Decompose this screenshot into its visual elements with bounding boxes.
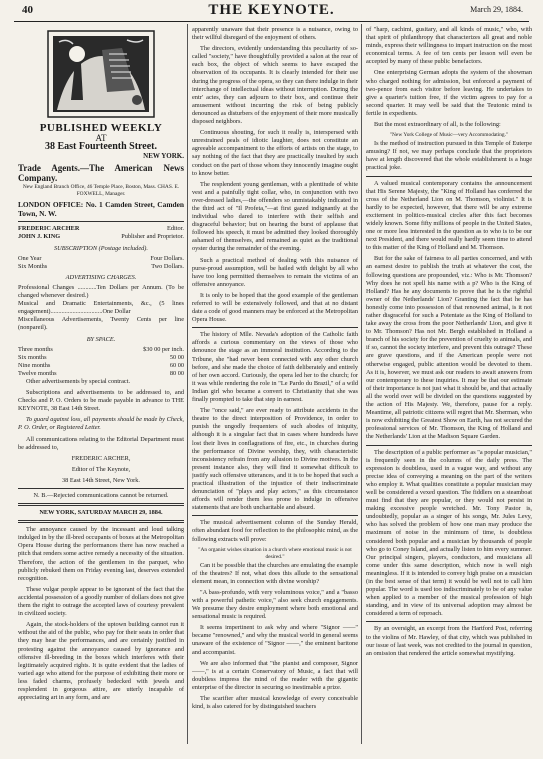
- article-paragraph: Can it be possible that the churches are emulating the example of the theatres? If not, what does this allude to the sensational element mean, in connection with divine worship?: [192, 561, 358, 585]
- article-paragraph: It seems impertinent to ask why and where "Signor ——" became "renowned," and why the musical world in general seems unaware of the existence of "Signor ——," the eminent baritone and accompanist.: [192, 624, 358, 656]
- signature-name: FREDERIC ARCHER,: [71, 454, 131, 462]
- article-paragraph: It is only to be hoped that the good example of the gentleman referred to will be extensively followed, and that at no distant date a code of good manners may be enforced at the Metropolitan Opera House.: [192, 291, 358, 324]
- space-label: Three months: [18, 345, 53, 353]
- column-2: [192, 26, 358, 741]
- space-label: Twelve months: [18, 369, 57, 377]
- quoted-advertisement: "New York College of Music—very Accommodating.": [389, 132, 509, 139]
- space-row: [18, 362, 184, 370]
- article-paragraph: One enterprising German adopts the system of the showman who charged nothing for admission, but enforced a payment of two-pence from each visitor before leaving. He undertakes to give a quarter's tuition free, if the victim agrees to pay for a second quarter. It may well be said that the Teutonic mind is fertile in expedients.: [366, 69, 532, 117]
- sub-price: Four Dollars.: [150, 254, 184, 262]
- space-price: 50 00: [169, 353, 184, 361]
- other-ads-note: Other advertisements by special contract.: [26, 377, 131, 385]
- space-price: 80 00: [169, 369, 184, 377]
- adv-professional: Professional Changes ............Ten Dollars per Annum. (To be changed whenever desired.): [18, 283, 184, 300]
- masthead-title: THE KEYNOTE.: [208, 2, 335, 18]
- divider: [366, 445, 532, 446]
- space-price: 60 00: [169, 361, 184, 369]
- publisher-role: Publisher and Proprietor.: [121, 233, 184, 241]
- header-rule: [14, 21, 529, 22]
- quoted-advertisement: "An organist wishes situation in a church where emotional music is not desired.": [198, 546, 352, 560]
- publisher-name: JOHN J. KING: [18, 233, 61, 241]
- article-paragraph: The description of a public performer as "a popular musician," is frequently seen in the columns of the daily press. The expression is doubtless, used in a vague way, and without any precise idea of conveying a meaning on the part of the writers who employ it. What qualities constitute a popular musician may well be considered a vexed question. The fiddlers on a steamboat must find that they are popular, or they would not persist in making excessive people wretched. Mr. Tony Pastor is, undoubtedly, popular as a singer of his songs, Mr. Jules Levy, who has solved the problem of how one man may produce the maximum of noise in the minimum of time, is doubtless considered both popular and a musician by thousands of people who go to Coney Island, and actually listen to him every summer. Our principal singers, players, conductors, and musicians all come under this same description, which now is well nigh meaningless. If it is intended to convey high praise on a musician (in the best sense of that term) it would be well not to call him popular. The word is used too indiscriminately to be of any value when applied to a member of the musical profession of high standing, and in view of its universal adoption may almost be considered a term of reproach.: [366, 448, 532, 618]
- communications-note: All communications relating to the Editorial Department must be addressed to,: [18, 435, 184, 451]
- divider: [366, 621, 532, 622]
- article-paragraph: The directors, evidently understanding this peculiarity of so-called "society," have thoughtfully provided a salon at the rear of each box, the object of which seems to have escaped the observation of its occupants. It is clearly intended for their use during the progress of the opera, so they can there indulge in their interchange of intellectual ideas without interruption. During the entr' actes, they can adjourn to their box, and continue their amusement without incurring the risk of being publicly denounced as disturbers of the enjoyment of their more musically disposed neighbors.: [192, 45, 358, 126]
- trade-agents: Trade Agents.—The American News Company.: [18, 163, 184, 184]
- by-space-title: BY SPACE.: [86, 335, 116, 343]
- editor-line: [18, 225, 184, 233]
- column-rule: [361, 24, 362, 744]
- signature-role: Editor of The Keynote,: [71, 465, 131, 473]
- page-header: [0, 0, 543, 22]
- article-paragraph: Again, the stock-holders of the uptown building cannot run it without the aid of the public, who pay for their seats in order that they may hear the performances, and are certainly justified in protesting against the annoyance caused by ignorance and offensive ill-breeding in the boxes which interferes with their legitimately acquired rights. It is quite evident that the ladies of varied age who attend for the purpose of exhibiting their more or less faded charms, profusely bedecked with jewels and resplendent in gorgeous attire, are utterly incapable of appreciating art in any form, and are: [18, 621, 184, 702]
- article-paragraph: But the most extraordinary of all, is the following:: [374, 121, 501, 129]
- advertising-title: ADVERTISING CHARGES.: [65, 273, 137, 281]
- published-weekly: PUBLISHED WEEKLY: [39, 122, 163, 134]
- sub-row: [18, 263, 184, 271]
- article-paragraph: We are also informed that "the pianist and composer, Signor ——," is at a certain Conservatory of Music, a fact that will doubtless impress the mind of the reader with the gigantic enterprise of the director in securing so inestimable a prize.: [192, 659, 358, 691]
- article-paragraph: The history of Mlle. Nevada's adoption of the Catholic faith affords a curious commentary on the views of those who denounce the stage as an immoral institution. According to the Tribune, she "had never been connected with any other church before, and she made the choice of faith deliberately and entirely of her own accord. Curiously, the opera led her to the church; for it was while rendering the role in "Le Pardo du Brazil," of a wild Indian girl who became a convert to Christianity that she was finally prompted to take that step in earnest.: [192, 331, 358, 404]
- article-paragraph: The resplendent young gentleman, with a plentitude of white vest and a painfully tight collar, who, in conjunction with two over-dressed ladies,—the offenders so unmistakably indicated in the third act of "Il Profeta,"—at first gazed indignantly at the individual who dared to interfere with their selfish and disgraceful behavior; but on hearing the burst of applause that followed his speech, it must be admitted they looked thoroughly ashamed of themselves, and remained as quiet as the traditional oyster during the remainder of the evening.: [192, 180, 358, 253]
- subscription-title: SUBSCRIPTION (Postage included).: [54, 244, 148, 252]
- space-label: Nine months: [18, 361, 51, 369]
- divider: [18, 221, 184, 222]
- column-1: [18, 26, 184, 741]
- at-label: AT: [95, 133, 107, 144]
- article-paragraph: But for the sake of fairness to all parties concerned, and with an earnest desire to publish the truth at whatever the cost, the following questions are propounded, viz.: Who is Mr. Thomson? Why does he not spell his name with a p? Who is the King of Holland? Has he any documents to prove that he is the rightful owner of the Netherlands' Lion? Granting the fact that he has honestly come into possession of that renowned animal, is it not rather disgraceful for such a Potentate as the King of Holland to take away the cross from the poor Netherlands' Lion, and give it to Mr. Thomson? Has not Mr. Bergh established in Holland a branch of his society for the prevention of cruelty to animals, and if so, cannot the society interfere, and prevent this outrage? These are grave questions, and if the American people were not otherwise engaged, public attention would be devoted to them. As it is, however, we must ask our readers to await answers from our contemporary to these inquiries. It may be that our estimate of their importance is not just what it should be, and that actually all the world over will be divided on the questions suggested by the action of His Majesty. We, therefore, pause for a reply. Meantime, all patriotic citizens will regret that Mr. Sherman, who is now exhibiting the Greatest Show on Earth, has not secured the professional services of Mr. Thomson, the King of Holland and the Netherlands' Lion at the Madison Square Garden.: [366, 255, 532, 441]
- article-paragraph: By an oversight, an excerpt from the Hartford Post, referring to the violins of Mr. Hawley, of that city, which was published in our issue of last week, was not credited to the journal in question, an omission that rendered the article somewhat mystifying.: [366, 625, 532, 657]
- issue-date: March 29, 1884.: [470, 5, 523, 14]
- publisher-line: [18, 233, 184, 241]
- divider: [192, 515, 358, 516]
- editor-name: FREDERIC ARCHER: [18, 225, 80, 233]
- double-rule: [18, 503, 184, 506]
- article-paragraph: apparently unaware that their presence is a nuisance, owing to their willful disregard of the enjoyment of others.: [192, 26, 358, 42]
- divider: [366, 176, 532, 177]
- adv-misc: Miscellaneous Advertisements, Twenty Cents per line (nonpareil).: [18, 316, 184, 332]
- article-paragraph: The scarifier after musical knowledge of every conceivable kind, is also catered for by distinguished teachers: [192, 695, 358, 711]
- subscriptions-note: Subscriptions and advertisements to be addressed to, and Checks and P. O. Orders to be made payable in advance to THE KEYNOTE, 38 East 14th Street.: [18, 389, 184, 413]
- column-rule: [187, 24, 188, 744]
- article-paragraph: The annoyance caused by the incessant and loud talking indulged in by the ill-bred occupants of boxes at the Metropolitan Opera House during the performances there has now reached a pitch that renders some active remedy a necessity of the situation. Therefore, the action of the gentlemen in the parquet, who publicly rebuked them on Friday evening last, deserves extended recognition.: [18, 526, 184, 582]
- divider: [192, 327, 358, 328]
- sub-label: One Year: [18, 254, 42, 262]
- guard-note: To guard against loss, all payments should be made by Check, P. O. Order, or Registered Letter.: [18, 416, 184, 432]
- decorative-illustration: [47, 30, 155, 118]
- article-paragraph: The musical advertisement column of the Sunday Herald, often abundant food for reflection to the philosophic mind, as the following extracts will prove:: [192, 519, 358, 543]
- space-price: $30 00 per inch.: [143, 345, 184, 353]
- article-paragraph: These vulgar people appear to be ignorant of the fact that the accidental possession of a goodly number of dollars does not give them the right to outrage the accepted laws of courtesy prevalent in civilized society.: [18, 585, 184, 618]
- space-row: [18, 346, 184, 354]
- article-paragraph: of "harp, cachimi, gusitary, and all kinds of music," who, with that spirit of philanthropy that characterizes all great and noble minds, express their willingness to impart instruction on the most economical terms. A fee of ten cents per lesson will even be accepted by many of these public benefactors.: [366, 26, 532, 66]
- article-paragraph: The "once said," are ever ready to attribute accidents in the theatre to the direct interposition of Providence, in order to punish the ungodly frequenters of such abodes of iniquity, although it is a singular fact that in cases where hundreds have lost their lives in conflagrations of fire, etc., in churches during the performance of Divine worship, they, with characteristic inconsistency refrain from any allusion to Divine motives. In the present instance also, they will find it somewhat difficult to justify such offensive utterances, and it is to be hoped that such a practical illustration of the injustice of their indiscriminate denunciation of "plays and play actors," as this circumstance affords will render them less prone to indulge in offensive statements that are both uncharitable and absurd.: [192, 407, 358, 512]
- divider: [18, 488, 184, 489]
- rejected-note: N. B.—Rejected communications cannot be returned.: [33, 492, 169, 499]
- sub-label: Six Months: [18, 262, 48, 270]
- sub-price: Two Dollars.: [151, 262, 184, 270]
- dateline: NEW YORK, SATURDAY MARCH 29, 1884.: [39, 509, 163, 517]
- space-label: Six months: [18, 353, 47, 361]
- double-rule: [18, 520, 184, 523]
- new-england-office: New England Branch Office, 46 Temple Place, Boston, Mass. CHAS. E. FOXWELL, Manager.: [22, 184, 180, 198]
- editor-role: Editor.: [167, 225, 184, 233]
- article-paragraph: "A bass-profundo, with very voluminous voice," and a "basso with a powerful pathetic voice," also seek church engagements. We presume they desire employment where both emotional and sensational music is required.: [192, 588, 358, 621]
- article-paragraph: A valued musical contemporary contains the announcement that His Serene Majesty, the "King of Holland has conferred the cross of the Netherland Lion on M. Thomson, violinist." It is hardly to be expected, however, that there will be any extreme excitement in politico-musical circles after this fact becomes widely known. Some fifty millions of people in the United States, one or more less interested in the question as to who is to be our next President, and there would really hardly seem time to attend to this matter of the King of Holland and M. Thomson.: [366, 179, 532, 252]
- article-paragraph: Such a practical method of dealing with this nuisance of purse-proud assumption, will be hailed with delight by all who have too long permitted themselves to remain the victims of an offensive annoyance.: [192, 256, 358, 288]
- london-office: LONDON OFFICE: No. 1 Camden Street, Camden Town, N. W.: [18, 200, 184, 219]
- space-row: [18, 370, 184, 378]
- column-3: [366, 26, 532, 741]
- space-row: [18, 354, 184, 362]
- adv-musical: Musical and Dramatic Entertainments, &c., (5 lines engagement).................................One Dollar: [18, 300, 184, 316]
- article-paragraph: Continuous shouting, for such it really is, interspersed with unrestrained peals of idiotic laughter, does not constitute an agreeable accompaniment to the efforts of artists on the stage, to say nothing of the fact that they are practically insulted by such conduct on the part of those whom they innocently imagine ought to know better.: [192, 129, 358, 177]
- signature-address: 38 East 14th Street, New York.: [61, 476, 140, 484]
- city-label: NEW YORK.: [143, 152, 184, 161]
- sub-row: [18, 255, 184, 263]
- article-paragraph: Is the method of instruction pursued in this Temple of Euterpe amusing? If not, we may perhaps conclude that the proprietors have at length discovered that the whole establishment is a huge practical joke.: [366, 140, 532, 172]
- page-number: 40: [22, 4, 33, 16]
- office-address: 38 East Fourteenth Street.: [44, 141, 158, 153]
